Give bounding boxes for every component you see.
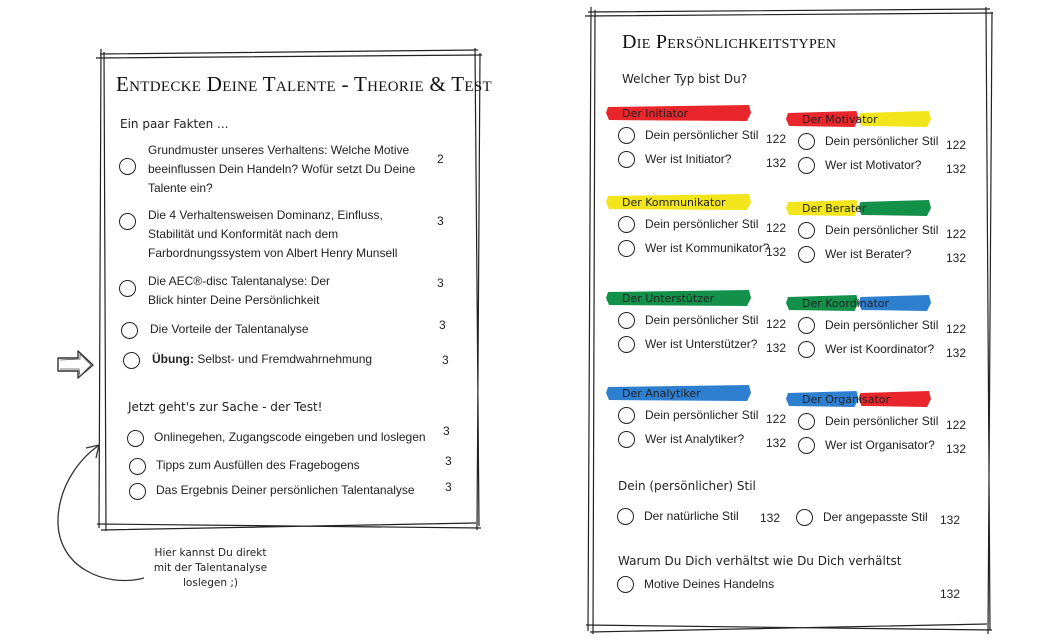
type-name: Der Kommunikator (622, 196, 726, 209)
exercise-label: Übung: (152, 352, 194, 366)
checkbox[interactable] (618, 216, 635, 233)
why-heading: Warum Du Dich verhältst wie Du Dich verhältst (618, 554, 902, 568)
type-item[interactable] (798, 221, 938, 240)
facts-heading: Ein paar Fakten ... (120, 117, 229, 131)
type-item[interactable] (618, 150, 731, 169)
page-number: 132 (766, 436, 787, 450)
type-item[interactable] (618, 430, 744, 449)
checkbox[interactable] (618, 127, 635, 144)
type-item[interactable] (618, 335, 757, 354)
page-number: 3 (442, 353, 449, 367)
page-number: 122 (766, 221, 787, 235)
type-item-text: Dein persönlicher Stil (825, 223, 939, 237)
page-number: 132 (760, 511, 781, 525)
why-item[interactable] (617, 575, 774, 594)
hint-note: Hier kannst Du direkt mit der Talentanalyse loslegen ;) (153, 547, 268, 589)
test-text: Tipps zum Ausfüllen des Fragebogens (156, 458, 360, 472)
checkbox[interactable] (798, 246, 815, 263)
page-number: 122 (946, 227, 967, 241)
page-number: 122 (766, 317, 787, 331)
page-number: 132 (940, 513, 961, 527)
brush-segment (859, 200, 932, 216)
type-item[interactable] (618, 126, 758, 145)
fact-item-exercise[interactable] (123, 350, 433, 369)
fact-text: Grundmuster unseres Verhaltens: Welche Motive beeinflussen Dein Handeln? Wofür setzt Du Deine Talente ein? (148, 143, 416, 195)
checkbox[interactable] (798, 437, 815, 454)
type-item[interactable] (798, 436, 935, 455)
style-text: Der natürliche Stil (644, 509, 739, 523)
pointer-arrow-icon (56, 348, 96, 382)
checkbox[interactable] (123, 352, 140, 369)
type-name: Der Analytiker (622, 387, 701, 400)
test-text: Onlinegehen, Zugangscode eingeben und loslegen (154, 430, 426, 444)
checkbox[interactable] (796, 509, 813, 526)
type-name: Der Koordinator (802, 297, 890, 310)
type-item-text: Dein persönlicher Stil (645, 313, 759, 327)
type-item[interactable] (798, 316, 938, 335)
type-question: Welcher Typ bist Du? (622, 72, 748, 86)
checkbox[interactable] (798, 157, 815, 174)
type-item[interactable] (798, 156, 921, 175)
page-number: 3 (443, 424, 450, 438)
fact-item[interactable] (119, 206, 429, 263)
type-item[interactable] (798, 132, 938, 151)
type-item-text: Dein persönlicher Stil (645, 128, 759, 142)
page-number: 122 (946, 418, 967, 432)
checkbox[interactable] (119, 158, 136, 175)
checkbox[interactable] (618, 151, 635, 168)
page-number: 122 (766, 412, 787, 426)
type-label-tag (606, 287, 714, 309)
type-label-tag (786, 292, 889, 314)
checkbox[interactable] (617, 508, 634, 525)
checkbox[interactable] (798, 341, 815, 358)
type-item-text: Wer ist Analytiker? (645, 432, 745, 446)
type-item[interactable] (798, 412, 938, 431)
why-text: Motive Deines Handelns (644, 577, 775, 591)
checkbox[interactable] (617, 576, 634, 593)
fact-text: Die AEC®-disc Talentanalyse: Der Blick hinter Deine Persönlichkeit (148, 274, 331, 307)
checkbox[interactable] (119, 213, 136, 230)
page-number: 3 (445, 454, 452, 468)
checkbox[interactable] (119, 280, 136, 297)
type-item-text: Dein persönlicher Stil (645, 408, 759, 422)
page-number: 132 (766, 245, 787, 259)
curved-arrow-icon (46, 438, 156, 588)
checkbox[interactable] (798, 222, 815, 239)
type-item-text: Wer ist Unterstützer? (645, 337, 758, 351)
type-label-tag (606, 191, 726, 213)
type-item-text: Dein persönlicher Stil (645, 217, 759, 231)
test-text: Das Ergebnis Deiner persönlichen Talentanalyse (156, 483, 415, 497)
page-number: 122 (766, 132, 787, 146)
page-number: 122 (946, 322, 967, 336)
type-name: Der Initiator (622, 107, 689, 120)
right-title: Die Persönlichkeitstypen (622, 31, 837, 53)
type-item[interactable] (618, 239, 769, 258)
type-item-text: Dein persönlicher Stil (825, 134, 939, 148)
checkbox[interactable] (618, 336, 635, 353)
test-item[interactable] (127, 428, 447, 447)
checkbox[interactable] (618, 431, 635, 448)
page-number: 3 (437, 276, 444, 290)
style-heading: Dein (persönlicher) Stil (618, 479, 756, 493)
exercise-text: Selbst- und Fremdwahrnehmung (193, 352, 373, 366)
style-item[interactable] (617, 507, 739, 526)
type-item[interactable] (618, 311, 758, 330)
page-number: 132 (766, 156, 787, 170)
checkbox[interactable] (798, 413, 815, 430)
type-item-text: Wer ist Organisator? (825, 438, 935, 452)
page-number: 132 (946, 442, 967, 456)
type-label-tag (786, 388, 890, 410)
type-item-text: Wer ist Initiator? (645, 152, 732, 166)
style-item[interactable] (796, 508, 928, 527)
page-number: 3 (439, 318, 446, 332)
type-label-tag (786, 197, 866, 219)
test-item[interactable] (129, 456, 449, 475)
page-number: 3 (445, 480, 452, 494)
test-item[interactable] (129, 481, 449, 500)
page-number: 132 (940, 587, 961, 601)
type-item-text: Wer ist Koordinator? (825, 342, 935, 356)
type-item-text: Wer ist Motivator? (825, 158, 922, 172)
type-item[interactable] (798, 245, 911, 264)
checkbox[interactable] (798, 133, 815, 150)
right-sheet (582, 4, 996, 636)
fact-text: Die Vorteile der Talentanalyse (150, 322, 309, 336)
page-number: 132 (946, 346, 967, 360)
page-number: 132 (946, 162, 967, 176)
test-heading: Jetzt geht's zur Sache - der Test! (128, 400, 323, 414)
type-item-text: Wer ist Kommunikator? (645, 241, 770, 255)
fact-text (152, 350, 372, 369)
type-item[interactable] (618, 406, 758, 425)
page-number: 132 (946, 251, 967, 265)
fact-text: Die 4 Verhaltensweisen Dominanz, Einfluss, Stabilität und Konformität nach dem Farbordnungssystem von Albert Henry Munsell (148, 208, 398, 260)
type-name: Der Motivator (802, 113, 878, 126)
type-item[interactable] (798, 340, 934, 359)
fact-item[interactable] (121, 320, 431, 339)
page-number: 132 (766, 341, 787, 355)
type-item-text: Dein persönlicher Stil (825, 414, 939, 428)
fact-item[interactable] (119, 141, 419, 198)
page-number: 3 (437, 214, 444, 228)
fact-item[interactable] (119, 272, 429, 310)
type-label-tag (606, 102, 688, 124)
type-name: Der Organisator (802, 393, 891, 406)
type-item-text: Wer ist Berater? (825, 247, 912, 261)
type-name: Der Unterstützer (622, 292, 715, 305)
type-name: Der Berater (802, 202, 867, 215)
checkbox[interactable] (618, 312, 635, 329)
checkbox[interactable] (618, 240, 635, 257)
checkbox[interactable] (121, 322, 138, 339)
type-label-tag (606, 382, 701, 404)
type-item-text: Dein persönlicher Stil (825, 318, 939, 332)
type-label-tag (786, 108, 878, 130)
checkbox[interactable] (798, 317, 815, 334)
type-item[interactable] (618, 215, 758, 234)
left-title: Entdecke Deine Talente - Theorie & Test (116, 72, 492, 96)
checkbox[interactable] (618, 407, 635, 424)
page-number: 2 (437, 152, 444, 166)
style-text: Der angepasste Stil (823, 510, 928, 524)
page-number: 122 (946, 138, 967, 152)
